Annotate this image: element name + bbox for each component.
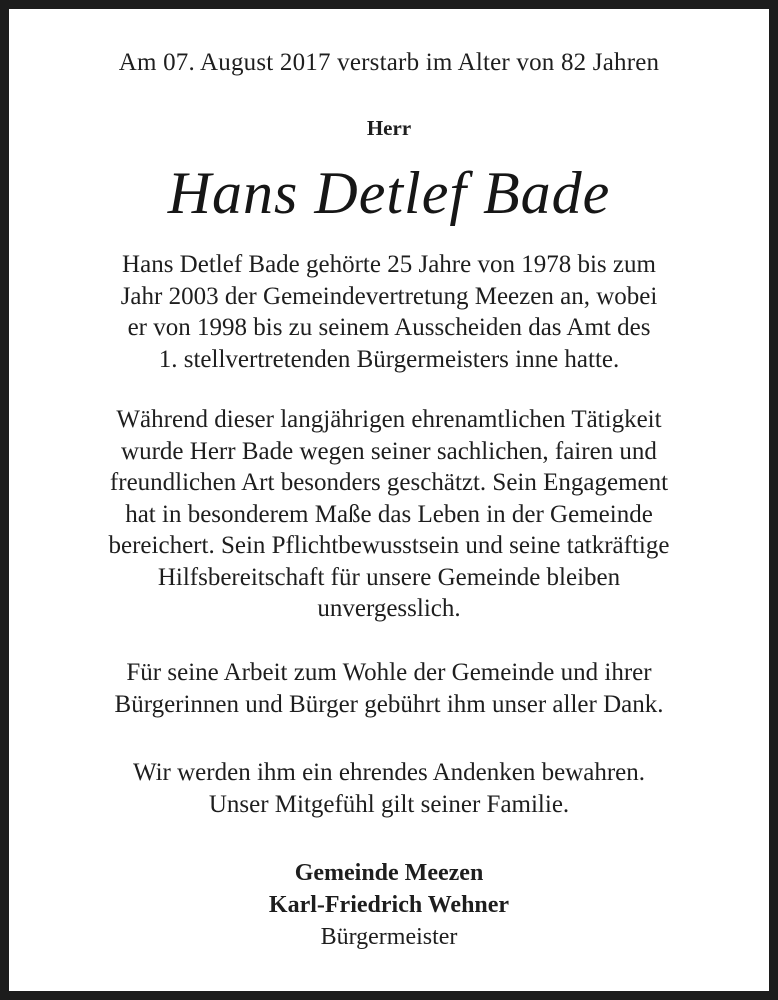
text-line: Jahr 2003 der Gemeindevertretung Meezen an, wobei <box>120 282 658 310</box>
signature-role: Bürgermeister <box>320 924 458 950</box>
text-line: 1. stellvertretenden Bürgermeisters inne hatte. <box>158 345 620 373</box>
text-line: Hilfsbereitschaft für unsere Gemeinde bleiben <box>157 563 621 591</box>
text-line: unvergesslich. <box>317 595 461 622</box>
text-line: freundlichen Art besonders geschätzt. Sein Engagement <box>109 469 669 496</box>
paragraph-tribute <box>53 404 725 625</box>
text-line: er von 1998 bis zu seinem Ausscheiden das Amt des <box>127 314 651 341</box>
signature-block <box>9 857 769 953</box>
text-line: Während dieser langjährigen ehrenamtlichen Tätigkeit <box>116 406 662 433</box>
salutation: Herr <box>366 116 412 140</box>
paragraph-service-history <box>53 249 725 375</box>
text-line: Hans Detlef Bade gehörte 25 Jahre von 1978 bis zum <box>122 251 656 278</box>
text-line: wurde Herr Bade wegen seiner sachlichen, fairen und <box>121 437 657 465</box>
signature-person: Karl-Friedrich Wehner <box>268 892 510 918</box>
text-line: bereichert. Sein Pflichtbewusstsein und seine tatkräftige <box>108 532 670 559</box>
signature-organization: Gemeinde Meezen <box>294 860 484 886</box>
text-line: hat in besonderem Maße das Leben in der Gemeinde <box>125 500 653 528</box>
text-line: Unser Mitgefühl gilt seiner Familie. <box>208 790 570 818</box>
death-announcement-line: Am 07. August 2017 verstarb im Alter von 82 Jahren <box>118 49 660 76</box>
text-line: Bürgerinnen und Bürger gebührt ihm unser aller Dank. <box>114 690 664 718</box>
text-line: Für seine Arbeit zum Wohle der Gemeinde und ihrer <box>126 659 652 686</box>
deceased-name: Hans Detlef Bade <box>167 160 611 226</box>
paragraph-remembrance <box>53 757 725 820</box>
paragraph-thanks <box>53 657 725 720</box>
text-line: Wir werden ihm ein ehrendes Andenken bewahren. <box>133 759 645 786</box>
